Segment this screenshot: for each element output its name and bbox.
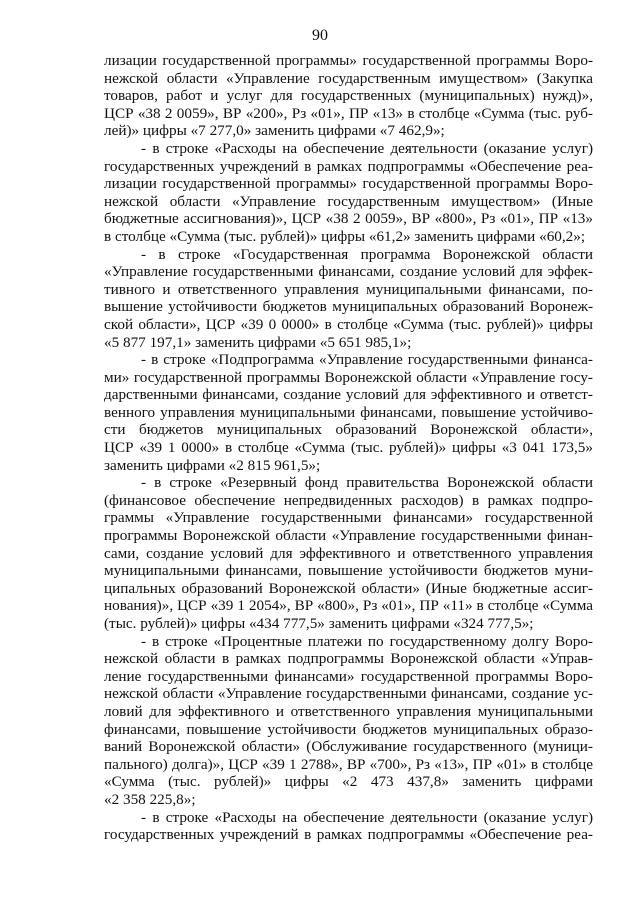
text-line: нования)», ЦСР «39 1 2054», ВР «800», Рз «01», ПР «11» в столбце «Сумма — [104, 597, 593, 615]
text-line: «5 877 197,1» заменить цифрами «5 651 985,1»; — [104, 333, 412, 351]
text-line: (тыс. рублей)» цифры «434 777,5» заменить цифрами «324 777,5»; — [104, 615, 534, 632]
text-line: венного управления муниципальными финансами, повышение устойчиво- — [104, 403, 593, 421]
text-line: бюджетные ассигнования)», ЦСР «38 2 0059», ВР «800», Рз «01», ПР «13» — [104, 210, 593, 228]
text-line: финансами, повышение устойчивости бюджетов муниципальных образо- — [104, 720, 593, 738]
text-line: государственных учреждений в рамках подпрограммы «Обеспечение реа- — [104, 826, 593, 844]
text-line: «Сумма (тыс. рублей)» цифры «2 473 437,8» заменить цифрами — [104, 773, 593, 791]
text-line: пального) долга)», ЦСР «39 1 2788», ВР «700», Рз «13», ПР «01» в столбце — [104, 755, 593, 773]
text-line: «2 358 225,8»; — [104, 790, 196, 808]
text-line: (финансовое обеспечение непредвиденных расходов) в рамках подпро- — [104, 491, 593, 509]
text-line: - в строке «Подпрограмма «Управление государственными финанса- — [141, 351, 593, 369]
text-line: ципальных образований Воронежской области» (Иные бюджетные ассиг- — [104, 579, 593, 597]
text-line: нежской области «Управление государственным имуществом» (Закупка — [104, 69, 593, 87]
text-line: ловий для эффективного и ответственного управления муниципальными — [104, 702, 593, 720]
text-line: - в строке «Процентные платежи по государственному долгу Воро- — [141, 632, 593, 650]
text-line: ваний Воронежской области» (Обслуживание государственного (муници- — [104, 738, 593, 756]
text-line: - в строке «Расходы на обеспечение деятельности (оказание услуг) — [141, 808, 593, 826]
text-line: ЦСР «38 2 0059», ВР «200», Рз «01», ПР «13» в столбце «Сумма (тыс. руб- — [104, 104, 593, 122]
text-line: нежской области «Управление государственным имуществом» (Иные — [104, 192, 593, 210]
text-line: ской области», ЦСР «39 0 0000» в столбце «Сумма (тыс. рублей)» цифры — [104, 315, 593, 333]
text-line: - в строке «Государственная программа Воронежской области — [141, 245, 593, 263]
text-line: государственных учреждений в рамках подпрограммы «Обеспечение реа- — [104, 157, 593, 175]
text-line: лизации государственной программы» государственной программы Воро- — [104, 52, 593, 69]
text-line: лей)» цифры «7 277,0» заменить цифрами «7 462,9»; — [104, 122, 445, 140]
text-line: - в строке «Расходы на обеспечение деятельности (оказание услуг) — [141, 139, 593, 157]
text-line: в столбце «Сумма (тыс. рублей)» цифры «61,2» заменить цифрами «60,2»; — [104, 227, 586, 245]
text-line: вышение устойчивости бюджетов муниципальных образований Воронеж- — [104, 298, 593, 316]
text-line: муниципальными финансами, повышение устойчивости бюджетов муни- — [104, 562, 593, 580]
text-line: нежской области «Управление государственными финансами, создание ус- — [104, 685, 593, 703]
text-line: товаров, работ и услуг для государственных (муниципальных) нужд)», — [104, 87, 593, 105]
text-line: - в строке «Резервный фонд правительства Воронежской области — [141, 474, 593, 492]
text-line: сти бюджетов муниципальных образований Воронежской области», — [104, 421, 593, 439]
text-line: тивного и ответственного управления муниципальными финансами, по- — [104, 280, 593, 298]
text-line: ЦСР «39 1 0000» в столбце «Сумма (тыс. рублей)» цифры «3 041 173,5» — [104, 439, 593, 457]
document-body — [104, 52, 593, 844]
text-line: лизации государственной программы» государственной программы Воро- — [104, 175, 593, 193]
text-line: нежской области в рамках подпрограммы Воронежской области «Управ- — [104, 650, 593, 668]
text-line: ми» государственной программы Воронежской области «Управление госу- — [104, 368, 593, 386]
text-line: «Управление государственными финансами, создание условий для эффек- — [104, 263, 593, 281]
text-line: заменить цифрами «2 815 961,5»; — [104, 456, 321, 474]
text-line: граммы «Управление государственными финансами» государственной — [104, 509, 593, 527]
text-line: программы Воронежской области «Управление государственными финан- — [104, 527, 593, 545]
text-line: ление государственными финансами» государственной программы Воро- — [104, 667, 593, 685]
text-line: сами, создание условий для эффективного и ответственного управления — [104, 544, 593, 562]
text-line: дарственными финансами, создание условий для эффективного и ответст- — [104, 386, 593, 404]
page-number: 90 — [312, 27, 328, 44]
